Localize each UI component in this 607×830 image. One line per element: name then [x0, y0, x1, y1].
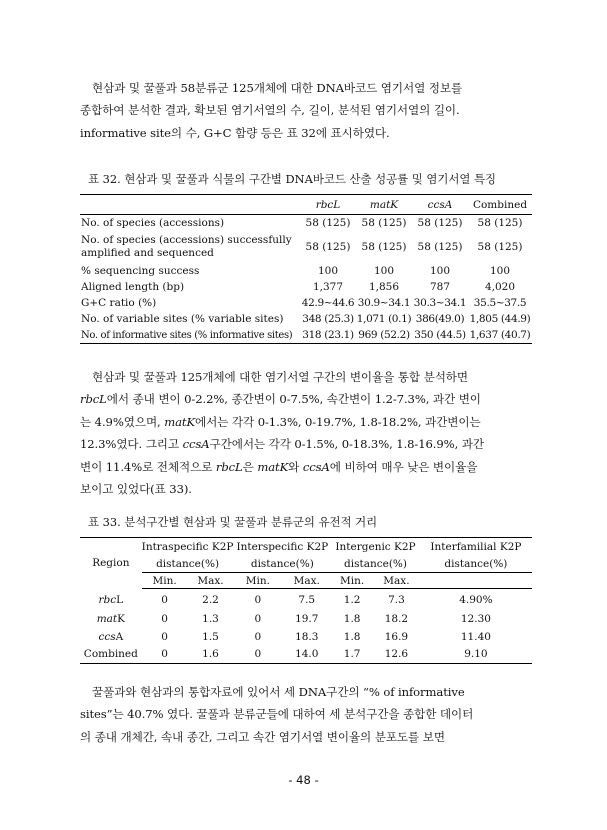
- table-cell: 348 (25.3): [302, 313, 354, 325]
- table-cell: 58 (125): [305, 241, 351, 253]
- table-cell: 7.5: [298, 593, 316, 606]
- table-cell: 0: [161, 630, 168, 643]
- table-row: [80, 628, 532, 646]
- table-cell: 1,805 (44.9): [469, 313, 531, 325]
- table-cell: 1.6: [188, 646, 234, 664]
- table-cell: 42.9~44.6: [301, 297, 355, 309]
- table-cell: 11.40: [460, 630, 491, 643]
- table-cell: 1.7: [331, 646, 373, 664]
- table-header-row: [80, 573, 532, 589]
- paragraph-line: 꿀풀과와 현삼과의 통합자료에 있어서 세 DNA구간의 “% of informative: [92, 685, 465, 699]
- group-subheader: distance(%): [444, 557, 508, 570]
- group-header: Interfamilial K2P: [420, 538, 532, 556]
- table-row: [80, 231, 532, 263]
- table-row: [80, 295, 532, 311]
- column-header: matK: [356, 195, 412, 215]
- table-cell: 0: [254, 630, 262, 643]
- paragraph-variation: [80, 366, 532, 500]
- table-row: [80, 327, 532, 344]
- max-header: Max.: [373, 573, 420, 589]
- table-cell: 58 (125): [468, 215, 532, 232]
- table-cell: 318 (23.1): [300, 327, 356, 344]
- table-cell: 1,637 (40.7): [468, 327, 532, 344]
- table-cell: 350 (44.5): [412, 327, 468, 344]
- region-label: rbcL: [98, 593, 124, 606]
- paragraph-line: 의 종내 개체간, 속내 종간, 그리고 속간 염기서열 변이율의 분포도를 보면: [80, 729, 445, 744]
- paragraph-line: 현삼과 및 꿀풀과 125개체에 대한 염기서열 구간의 변이율을 통합 분석하면: [92, 370, 468, 384]
- table32: [80, 194, 532, 344]
- table-cell: 30.9~34.1: [357, 297, 411, 309]
- table-cell: 1.5: [202, 630, 219, 643]
- table-cell: 0: [254, 593, 262, 606]
- table-cell: 4.90%: [459, 593, 493, 606]
- table-cell: 58 (125): [300, 215, 356, 232]
- table32-caption: 표 32. 현삼과 및 꿀풀과 식물의 구간별 DNA바코드 산출 성공률 및 염기서열 특징: [88, 172, 496, 186]
- row-label: No. of species (accessions): [80, 215, 300, 232]
- paragraph-line: 12.3%였다. 그리고 ccsA구간에서는 각각 0-1.5%, 0-18.3%, 1.8-16.9%, 과간: [80, 437, 484, 452]
- max-header: Max.: [188, 573, 234, 589]
- region-label: Combined: [80, 646, 142, 664]
- table-cell: 1,856: [368, 281, 400, 293]
- paragraph-line: informative site의 수, G+C 함량 등은 표 32에 표시하였다.: [80, 125, 390, 140]
- table-cell: 12.30: [460, 613, 491, 626]
- gene-name: ccsA: [182, 437, 210, 452]
- table-row: [80, 215, 532, 232]
- table-cell: 1.3: [202, 613, 219, 626]
- table-cell: 2.2: [202, 593, 219, 606]
- table-row: [80, 611, 532, 629]
- table-cell: 1.2: [343, 593, 361, 606]
- table-cell: 1,377: [312, 281, 344, 293]
- table-cell: 18.3: [295, 630, 319, 643]
- table-row: [80, 589, 532, 611]
- table-cell: 1.8: [343, 630, 361, 643]
- table-cell: 19.7: [295, 613, 319, 626]
- gene-name: rbcL: [215, 459, 243, 474]
- group-header: Interspecific K2P: [233, 538, 331, 556]
- table-row: [80, 279, 532, 295]
- table-cell: 18.2: [384, 613, 409, 626]
- row-label: No. of variable sites (% variable sites): [81, 313, 284, 325]
- table-cell: 0: [142, 646, 188, 664]
- region-header: Region: [80, 538, 142, 589]
- table33-caption: 표 33. 분석구간별 현삼과 및 꿀풀과 분류군의 유전적 거리: [88, 515, 378, 529]
- gene-name: matK: [257, 459, 289, 474]
- table-cell: 58 (125): [477, 241, 523, 253]
- table-cell: 30.3~34.1: [413, 297, 467, 309]
- table-cell: 35.5~37.5: [473, 297, 527, 309]
- table-cell: 1.8: [343, 613, 361, 626]
- table-cell: 16.9: [384, 630, 409, 643]
- table-cell: 100: [317, 265, 339, 277]
- table-cell: 100: [373, 265, 395, 277]
- max-header: Max.: [282, 573, 331, 589]
- table-cell: 58 (125): [356, 215, 412, 232]
- group-header: Intergenic K2P: [331, 538, 420, 556]
- group-header: Intraspecific K2P: [142, 538, 234, 556]
- column-header: ccsA: [412, 195, 468, 215]
- gene-name: rbcL: [80, 392, 107, 407]
- table-cell: 9.10: [420, 646, 532, 664]
- table-cell: 4,020: [484, 281, 516, 293]
- table-cell: 1,071 (0.1): [356, 313, 412, 325]
- table-header-row: [80, 555, 532, 573]
- table-cell: 7.3: [388, 593, 405, 606]
- row-label: Aligned length (bp): [81, 281, 185, 293]
- paragraph-line: 종합하여 분석한 결과, 확보된 염기서열의 수, 길이, 분석된 염기서열의 길이.: [80, 103, 460, 118]
- table-cell: 969 (52.2): [356, 327, 412, 344]
- region-label: ccsA: [98, 630, 124, 643]
- row-label: No. of informative sites (% informative sites): [80, 327, 300, 344]
- gene-name: matK: [164, 414, 196, 429]
- paragraph-summary: [80, 681, 532, 748]
- table-cell: 58 (125): [361, 241, 407, 253]
- paragraph-line: rbcL에서 종내 변이 0-2.2%, 종간변이 0-7.5%, 속간변이 1.2-7.3%, 과간 변이: [80, 392, 481, 407]
- group-subheader: distance(%): [344, 557, 407, 570]
- table-row: [80, 311, 532, 327]
- table-cell: 100: [489, 265, 511, 277]
- gene-name: ccsA: [302, 459, 330, 474]
- column-header: Combined: [468, 195, 532, 215]
- paragraph-line: 는 4.9%였으며, matK에서는 각각 0-1.3%, 0-19.7%, 1.8-18.2%, 과간변이는: [80, 414, 481, 429]
- min-header: Min.: [233, 573, 282, 589]
- table-cell: 386(49.0): [415, 313, 465, 325]
- min-header: Min.: [331, 573, 373, 589]
- row-label: No. of species (accessions) successfully amplified and sequenced: [81, 234, 292, 259]
- paragraph-line: 보이고 있었다(표 33).: [80, 482, 192, 497]
- table-header-row: [80, 538, 532, 556]
- table-cell: 58 (125): [417, 241, 463, 253]
- table-cell: 100: [429, 265, 451, 277]
- paragraph-intro: [80, 77, 532, 144]
- table-cell: 0: [161, 593, 168, 606]
- group-subheader: distance(%): [250, 557, 314, 570]
- row-label: % sequencing success: [81, 265, 200, 277]
- paragraph-line: sites”는 40.7% 였다. 꿀풀과 분류군들에 대하여 세 분석구간을 종합한 데이터: [80, 707, 474, 722]
- table-row: [80, 263, 532, 279]
- page-number: - 48 -: [288, 773, 319, 787]
- table33: [80, 537, 532, 664]
- paragraph-line: 현삼과 및 꿀풀과 58분류군 125개체에 대한 DNA바코드 염기서열 정보를: [92, 81, 463, 95]
- column-header: rbcL: [300, 195, 356, 215]
- table-cell: 0: [161, 613, 168, 626]
- table-cell: 58 (125): [412, 215, 468, 232]
- table-cell: 787: [429, 281, 451, 293]
- row-label: G+C ratio (%): [81, 297, 157, 309]
- table-row: [80, 646, 532, 664]
- region-label: matK: [96, 613, 125, 626]
- table-cell: 0: [254, 613, 262, 626]
- paragraph-line: 변이 11.4%로 전체적으로 rbcL은 matK와 ccsA에 비하여 매우 낮은 변이율을: [80, 459, 478, 474]
- table-cell: 14.0: [282, 646, 331, 664]
- min-header: Min.: [142, 573, 188, 589]
- group-subheader: distance(%): [156, 557, 220, 570]
- table-cell: 12.6: [373, 646, 420, 664]
- table-cell: 0: [233, 646, 282, 664]
- table-header-row: [80, 195, 532, 215]
